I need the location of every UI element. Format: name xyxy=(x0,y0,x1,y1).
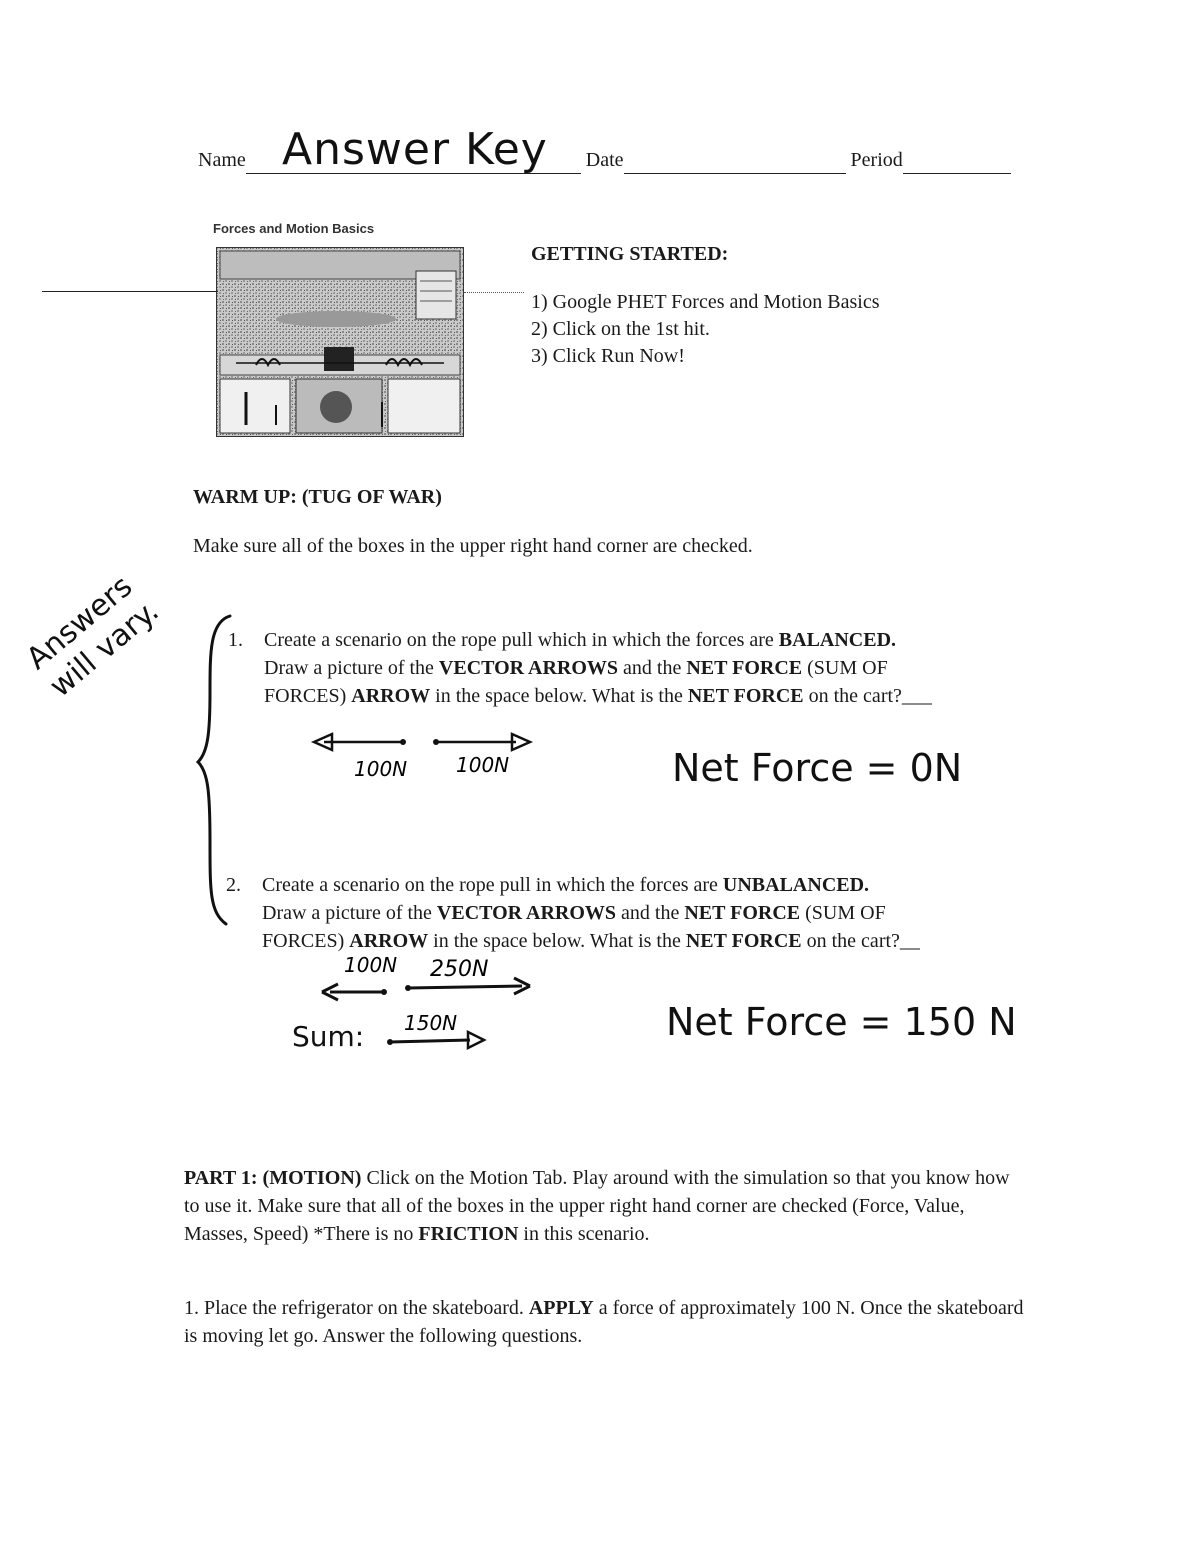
q1-l2-bold-b: NET FORCE xyxy=(686,657,803,679)
period-label: Period xyxy=(850,149,903,171)
getting-started-step-1: 1) Google PHET Forces and Motion Basics xyxy=(531,291,880,313)
thumbnail-image-icon xyxy=(216,247,464,437)
q2-right-label: 250N xyxy=(430,957,489,982)
q1-l3-text-a: FORCES) xyxy=(264,685,352,707)
q1-l1-text: Create a scenario on the rope pull which in which the forces are xyxy=(264,629,779,651)
q1-right-label: 100N xyxy=(456,753,510,777)
q1-l2-text-c: (SUM OF xyxy=(802,657,888,679)
q2-line-2 xyxy=(262,899,1046,927)
q2-sum-value: 150N xyxy=(404,1011,458,1035)
part-1-bold: FRICTION xyxy=(418,1223,519,1245)
q1-l1-bold: BALANCED. xyxy=(778,629,897,651)
question-2 xyxy=(226,871,1046,955)
q2-left-label: 100N xyxy=(344,953,398,977)
name-value: Answer Key xyxy=(282,124,548,175)
q1-l3-bold-b: NET FORCE xyxy=(687,685,804,707)
q1-l2-text-b: and the xyxy=(618,657,687,679)
part-1-question-1 xyxy=(184,1294,1034,1350)
q2-l3-text-a: FORCES) xyxy=(262,930,350,952)
part-1-text-a: Click on the Motion Tab. Play around with the simulation so that you know how to use it. Make sure that all of the boxes in the upper right hand corner are checked (Force, Value, Masses, Speed) *There is no xyxy=(184,1167,1010,1245)
date-field xyxy=(624,151,846,174)
q2-number: 2. xyxy=(226,874,241,896)
thumbnail-caption: Forces and Motion Basics xyxy=(213,221,375,236)
dashed-rule-left xyxy=(42,291,218,292)
q1-line-2 xyxy=(264,654,1048,682)
getting-started-title: GETTING STARTED: xyxy=(531,243,729,265)
name-label: Name xyxy=(198,149,246,171)
q1-vector-arrows xyxy=(310,722,550,782)
q1-left-dot xyxy=(400,739,406,745)
q2-l2-bold-a: VECTOR ARROWS xyxy=(436,902,617,924)
part-1-paragraph xyxy=(184,1164,1024,1248)
q1-line-1 xyxy=(264,626,1048,654)
part-1-q1-bold: APPLY xyxy=(528,1297,594,1319)
dashed-rule-right xyxy=(464,292,524,293)
part-1-q1-text-b: a force of approximately 100 N. Once the skateboard is moving let go. Answer the following questions. xyxy=(184,1297,1024,1347)
q1-l3-text-b: in the space below. What is the xyxy=(430,685,688,707)
q2-l2-bold-b: NET FORCE xyxy=(684,902,801,924)
q1-l2-text-a: Draw a picture of the xyxy=(264,657,439,679)
simulation-thumbnail xyxy=(216,247,464,437)
q1-left-label: 100N xyxy=(354,757,408,781)
q2-right-arrow-shaft xyxy=(408,986,522,988)
part-1-q1-text-a: 1. Place the refrigerator on the skateboard. xyxy=(184,1297,529,1319)
q2-answer: Net Force = 150 N xyxy=(666,1000,1017,1044)
q2-left-dot xyxy=(381,989,387,995)
getting-started-step-2: 2) Click on the 1st hit. xyxy=(531,318,710,340)
getting-started-step-3: 3) Click Run Now! xyxy=(531,345,685,367)
q1-l2-bold-a: VECTOR ARROWS xyxy=(438,657,619,679)
q2-sum-arrow-head-icon xyxy=(468,1032,484,1048)
q2-l3-text-c: on the cart?__ xyxy=(801,930,920,952)
q1-line-3 xyxy=(264,682,1048,710)
q1-answer: Net Force = 0N xyxy=(672,746,963,790)
warm-up-title: WARM UP: (TUG OF WAR) xyxy=(193,486,442,508)
q1-l3-text-c: on the cart?___ xyxy=(803,685,932,707)
q2-l1-bold: UNBALANCED. xyxy=(722,874,870,896)
part-1-title: PART 1: (MOTION) xyxy=(184,1167,362,1189)
period-field xyxy=(903,151,1011,174)
q2-l3-text-b: in the space below. What is the xyxy=(428,930,686,952)
question-1 xyxy=(228,626,1048,710)
q2-l3-bold-b: NET FORCE xyxy=(685,930,802,952)
q2-line-1 xyxy=(262,871,1046,899)
q1-l3-bold-a: ARROW xyxy=(351,685,431,707)
q2-l2-text-b: and the xyxy=(616,902,685,924)
margin-note: Answers will vary. xyxy=(20,568,166,705)
q2-l2-text-c: (SUM OF xyxy=(800,902,886,924)
q2-l1-text: Create a scenario on the rope pull in which the forces are xyxy=(262,874,723,896)
date-label: Date xyxy=(585,149,624,171)
part-1-text-b: in this scenario. xyxy=(518,1223,650,1245)
q2-sum-label: Sum: xyxy=(292,1020,365,1053)
q2-l2-text-a: Draw a picture of the xyxy=(262,902,437,924)
warm-up-instruction: Make sure all of the boxes in the upper right hand corner are checked. xyxy=(193,535,753,557)
q2-sum-arrow-shaft xyxy=(390,1040,470,1042)
q1-number: 1. xyxy=(228,629,243,651)
q2-l3-bold-a: ARROW xyxy=(349,930,429,952)
